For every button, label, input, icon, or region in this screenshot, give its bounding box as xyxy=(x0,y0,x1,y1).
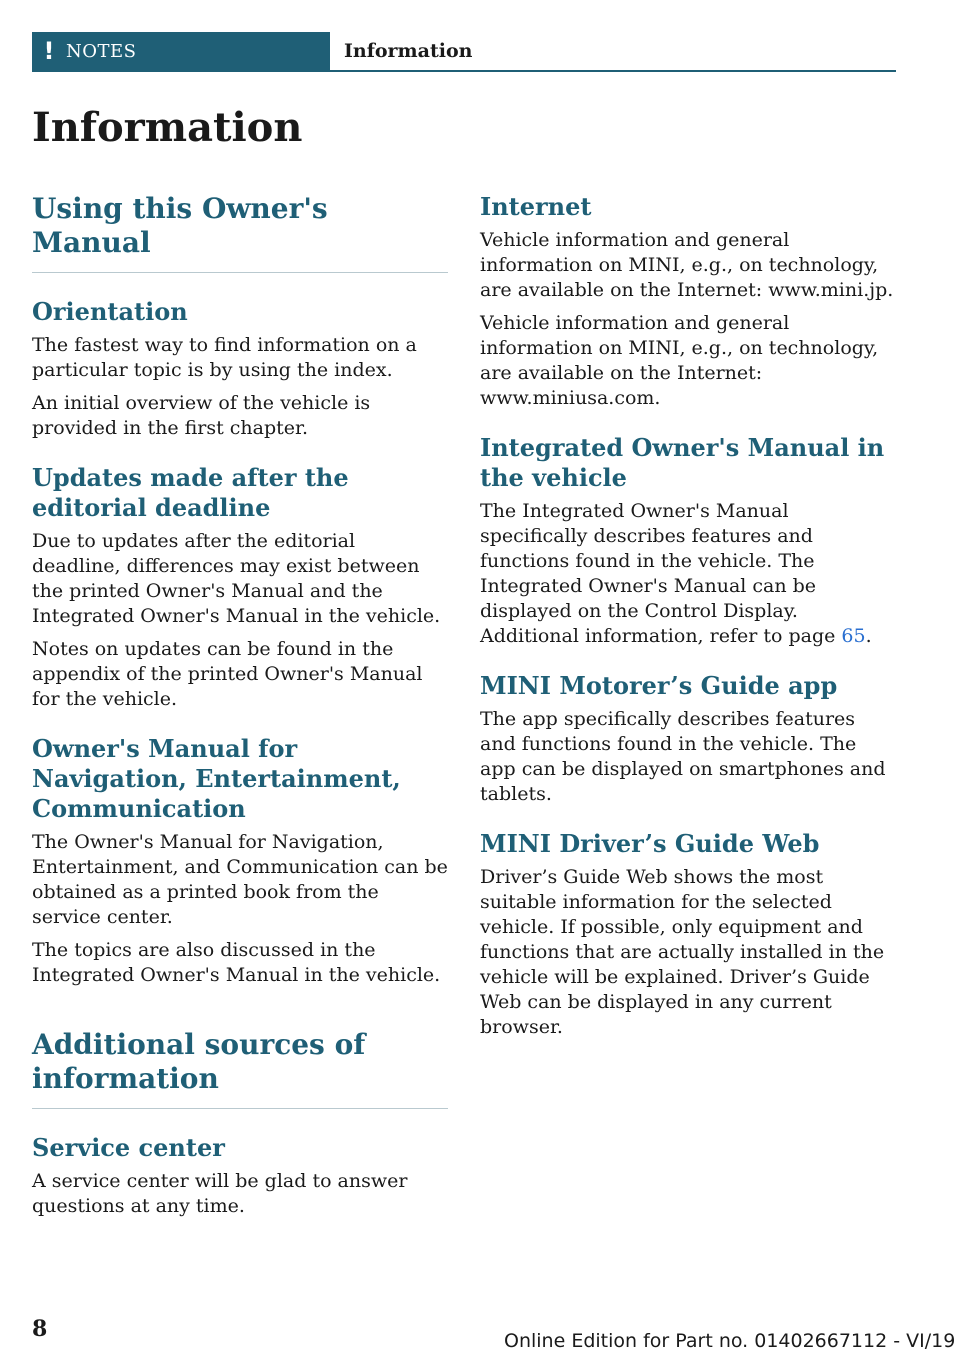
service-center-title: Service center xyxy=(32,1133,225,1162)
orientation-text-1: The fastest way to find information on a particular topic is by using the index. xyxy=(32,334,417,381)
integrated-text xyxy=(480,499,896,649)
page-ref-link[interactable]: 65 xyxy=(841,625,866,647)
integrated-text-body: The Integrated Owner's Manual specifically describes features and functions found in the vehicle. The Integrated Owner's Manual can be displayed on the Control Display. Additional information, refer to page xyxy=(480,500,836,647)
updates-text-2: Notes on updates can be found in the appendix of the printed Owner's Manual for the vehicle. xyxy=(32,638,423,710)
section-label: Information xyxy=(344,40,473,62)
notes-tab xyxy=(32,32,330,70)
internet-text-1: Vehicle information and general information on MINI, e.g., on technology, are available on the Internet: www.mini.jp. xyxy=(480,229,894,301)
updates-title: Updates made after the editorial deadline xyxy=(32,463,349,522)
orientation-text-2: An initial overview of the vehicle is provided in the first chapter. xyxy=(32,392,371,439)
section-service-center xyxy=(32,1133,448,1219)
nav-manual-text-1: The Owner's Manual for Navigation, Entertainment, and Communication can be obtained as a printed book from the service center. xyxy=(32,831,448,928)
section-orientation xyxy=(32,297,448,441)
page-title: Information xyxy=(32,104,303,151)
section-drivers-guide xyxy=(480,829,896,1040)
nav-manual-text-2: The topics are also discussed in the Integrated Owner's Manual in the vehicle. xyxy=(32,939,441,986)
left-column xyxy=(32,192,448,1227)
section-integrated-manual xyxy=(480,433,896,649)
nav-manual-title: Owner's Manual for Navigation, Entertainment, Communication xyxy=(32,734,401,823)
section-internet xyxy=(480,192,896,411)
section-updates xyxy=(32,463,448,712)
service-center-text: A service center will be glad to answer questions at any time. xyxy=(32,1170,408,1217)
edition-footer: Online Edition for Part no. 01402667112 - VI/19 xyxy=(504,1330,956,1352)
orientation-title: Orientation xyxy=(32,297,188,326)
heading-additional-sources: Additional sources of information xyxy=(32,1028,448,1109)
internet-text-2: Vehicle information and general information on MINI, e.g., on technology, are available on the Internet: www.miniusa.com. xyxy=(480,312,879,409)
section-nav-manual xyxy=(32,734,448,988)
notes-label: NOTES xyxy=(66,40,137,62)
updates-text-1: Due to updates after the editorial deadline, differences may exist between the printed Owner's Manual and the Integrated Owner's Manual in the vehicle. xyxy=(32,530,441,627)
integrated-title: Integrated Owner's Manual in the vehicle xyxy=(480,433,885,492)
drivers-guide-title: MINI Driver’s Guide Web xyxy=(480,829,820,858)
motorers-guide-title: MINI Motorer’s Guide app xyxy=(480,671,838,700)
drivers-guide-text: Driver’s Guide Web shows the most suitable information for the selected vehicle. If possible, only equipment and functions that are actually installed in the vehicle will be explained. Driver’s Guide Web can be displayed in any current browser. xyxy=(480,866,885,1038)
internet-title: Internet xyxy=(480,192,592,221)
page-number: 8 xyxy=(32,1316,48,1342)
motorers-guide-text: The app specifically describes features and functions found in the vehicle. The app can be displayed on smartphones and tablets. xyxy=(480,708,886,805)
integrated-text-end: . xyxy=(865,625,872,647)
page-header xyxy=(32,32,896,72)
right-column xyxy=(480,192,896,1048)
heading-using-manual: Using this Owner's Manual xyxy=(32,192,448,273)
section-motorers-guide xyxy=(480,671,896,807)
exclamation-icon: ! xyxy=(43,37,55,65)
